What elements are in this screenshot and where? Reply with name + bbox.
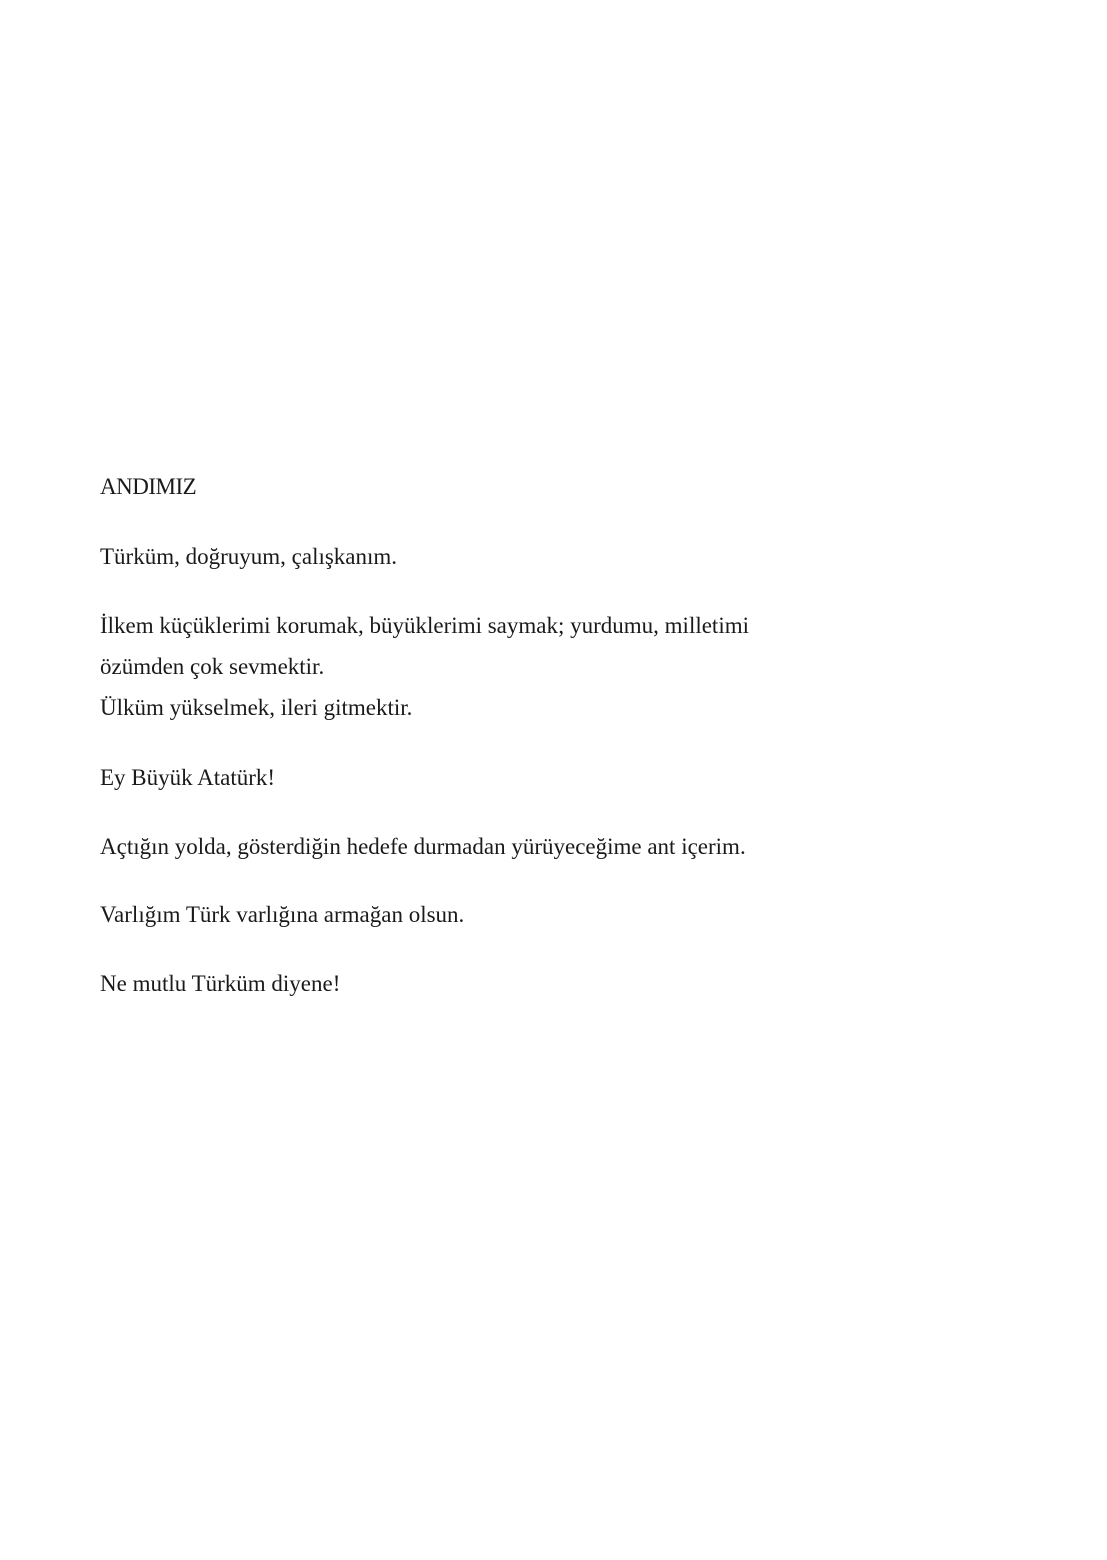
oath-line-7: Varlığım Türk varlığına armağan olsun.	[100, 902, 465, 927]
oath-line-2: İlkem küçüklerimi korumak, büyüklerimi saymak; yurdumu, milletimi	[100, 613, 749, 638]
oath-line-3: özümden çok sevmektir.	[100, 654, 325, 679]
oath-line-5: Ey Büyük Atatürk!	[100, 765, 276, 790]
oath-line-1: Türküm, doğruyum, çalışkanım.	[100, 544, 398, 569]
oath-line-6: Açtığın yolda, gösterdiğin hedefe durmadan yürüyeceğime ant içerim.	[100, 834, 746, 859]
oath-line-4: Ülküm yükselmek, ileri gitmektir.	[100, 695, 413, 720]
oath-line-8: Ne mutlu Türküm diyene!	[100, 971, 341, 996]
document-title: ANDIMIZ	[100, 474, 197, 499]
